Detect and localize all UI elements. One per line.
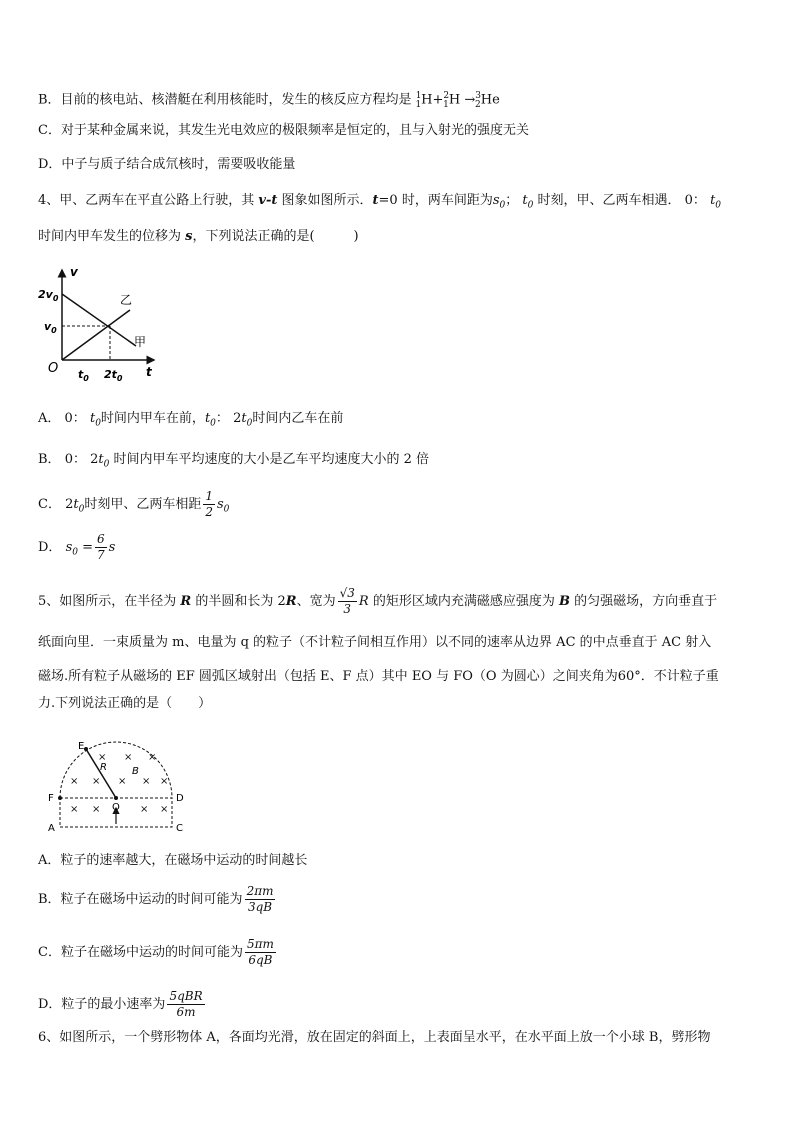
field-cross: × [148,752,157,763]
fraction-six-sevenths: $\frac{6}{7}$ [97,532,105,562]
q4-option-c: C． $2t_0$时刻甲、乙两车相距 $\frac{1}{2}$ $s_0$ [38,489,230,519]
label-O: O [112,802,120,813]
q3-option-d: D．中子与质子结合成氘核时，需要吸收能量 [38,157,296,172]
q4-vt-graph [34,264,164,382]
q5-stem-line3: 磁场.所有粒子从磁场的 EF 圆弧区域射出（包括 E、F 点）其中 EO 与 FO（O 为圆心）之间夹角为60°．不计粒子重 [38,669,719,684]
q4-option-d: D． $s_0$ = $\frac{6}{7}$ s [38,532,116,562]
label-yi: 乙 [120,293,133,307]
field-cross: × [92,776,101,787]
label-E: E [78,741,85,752]
field-cross: × [70,776,79,787]
q5-stem-line2: 纸面向里．一束质量为 m、电量为 q 的粒子（不计粒子间相互作用）以不同的速率从边界 AC 的中点垂直于 AC 射入 [38,635,712,650]
fraction-5pim-6qB: $\frac{5\pi m}{6qB}$ [246,937,274,967]
field-cross: × [140,804,149,815]
q5-option-b: B．粒子在磁场中运动的时间可能为 $\frac{2\pi m}{3qB}$ [38,884,274,914]
label-t: t [146,365,152,379]
label-jia: 甲 [134,335,147,349]
field-cross: × [98,752,107,763]
q5-option-d: D．粒子的最小速率为 $\frac{\text{5qBR}}{6m}$ [38,989,203,1019]
fraction-one-half: $\frac{1}{2}$ [205,489,213,519]
field-cross: × [142,776,151,787]
field-cross: × [124,752,133,763]
label-R: R [100,762,107,773]
field-cross: × [160,776,169,787]
label-v: v [70,265,78,279]
q5-field-diagram [40,738,190,838]
label-F: F [48,793,54,804]
q4-stem-line1: 4、甲、乙两车在平直公路上行驶，其 v-t 图象如图所示．t=0 时，两车间距为$s_0$； $t_0$ 时刻，甲、乙两车相遇． 0： $t_0$ [38,193,722,211]
field-cross: × [70,804,79,815]
label-2t0: $2t_0$ [104,368,123,382]
q5-stem-line4: 力.下列说法正确的是（ ） [38,696,212,711]
q5-stem-line1: 5、如图所示，在半径为 R 的半圆和长为 2R、宽为 $\frac{√3}{3}$ R 的矩形区域内充满磁感应强度为 B 的匀强磁场，方向垂直于 [38,586,718,616]
fraction-sqrt3-over-3: $\frac{√3}{3}$ [339,586,355,616]
field-cross: × [92,804,101,815]
q4-option-b: B． 0： $2t_0$ 时间内甲车平均速度的大小是乙车平均速度大小的 2 倍 [38,452,430,470]
q3-option-b: B．目前的核电站、核潜艇在利用核能时，发生的核反应方程均是 $^1_1$H+$^2_1$H →$^3_2$He [38,91,500,110]
semicircle-boundary [60,742,172,798]
q5-option-c: C．粒子在磁场中运动的时间可能为 $\frac{5\pi m}{6qB}$ [38,937,274,967]
field-cross: × [118,776,127,787]
arrow-icon: → [464,92,476,108]
q3-option-c: C．对于某种金属来说，其发生光电效应的极限频率是恒定的，且与入射光的强度无关 [38,123,529,138]
label-t0: $t_0$ [78,368,89,382]
label-A: A [48,823,55,834]
label-v0: $v_0$ [44,320,57,335]
label-B: B [132,766,139,777]
field-cross: × [160,804,169,815]
q4-option-a: A． 0： $t_0$时间内甲车在前，$t_0$： $2t_0$时间内乙车在前 [38,411,344,429]
label-2v0: $2v_0$ [38,288,59,303]
q6-stem-line1: 6、如图所示，一个劈形物体 A，各面均光滑，放在固定的斜面上，上表面呈水平，在水平面上放一个小球 B，劈形物 [38,1030,711,1045]
label-C: C [176,823,183,834]
label-origin: O [48,361,59,376]
label-D: D [176,793,184,804]
fraction-2pim-3qB: $\frac{2\pi m}{3qB}$ [246,884,274,914]
q5-option-a: A．粒子的速率越大，在磁场中运动的时间越长 [38,853,308,868]
fraction-5qBR-6m: $\frac{\text{5qBR}}{6m}$ [169,989,203,1019]
q4-stem-line2: 时间内甲车发生的位移为 s，下列说法正确的是( ) [38,229,359,244]
